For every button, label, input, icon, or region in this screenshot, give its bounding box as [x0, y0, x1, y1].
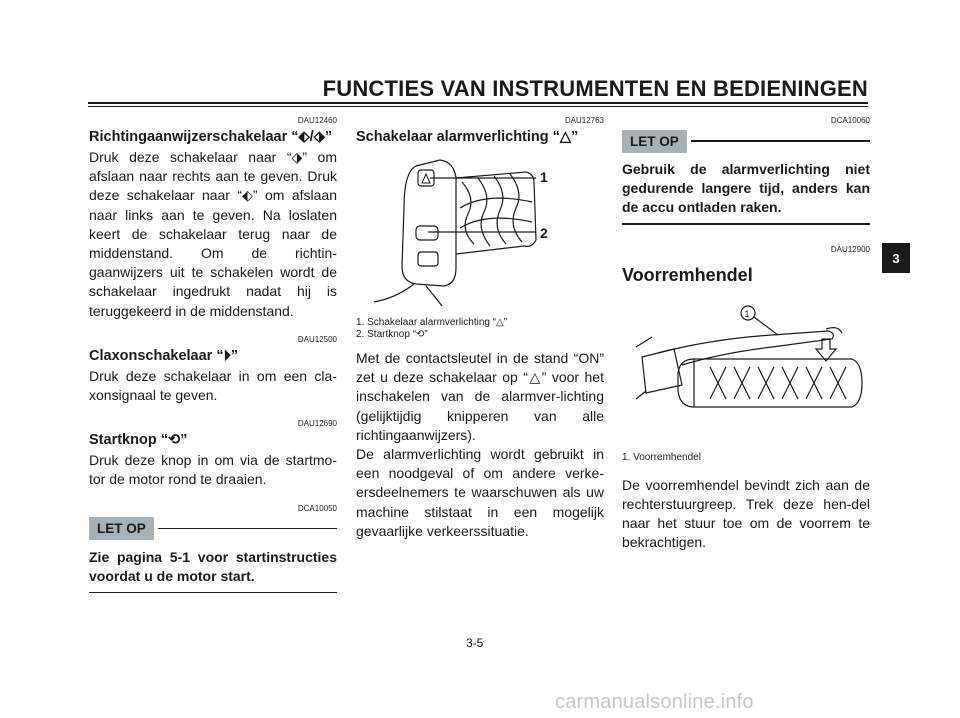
notice-header — [622, 128, 870, 154]
page-header-title: FUNCTIES VAN INSTRUMENTEN EN BEDIENINGEN — [322, 76, 868, 101]
chapter-tab[interactable]: 3 — [882, 243, 910, 273]
section-heading-horn: Claxonschakelaar “⏵” — [89, 347, 239, 364]
notice-label: LET OP — [89, 517, 154, 540]
ref-code: DAU12460 — [297, 116, 337, 125]
ref-code: DCA10060 — [830, 116, 870, 125]
column-3 — [622, 116, 870, 552]
header-rule-thin — [88, 106, 868, 107]
handlebar-switch-illustration — [356, 148, 604, 306]
section-body-turn-signal: Druk deze schakelaar naar “⬗” om afslaan naar rechts aan te geven. Druk deze schakelaar naar “⬖” om afslaan naar links aan te geven. Na loslaten keert de schakelaar terug naar de middenstand. Om de richtin-gaanwijzers uit te schakelen wordt de schakelaar ingedrukt nadat hij is teruggekeerd in de middenstand. — [89, 149, 337, 319]
ref-code: DAU12900 — [830, 244, 870, 254]
notice-line — [691, 140, 870, 142]
section-body-start-button: Druk deze knop in om via de startmo-tor de motor rond te draaien. — [89, 452, 337, 488]
page-number: 3-5 — [466, 636, 484, 650]
section-heading-turn-signal: Richtingaanwijzerschakelaar “⬖/⬗” — [89, 129, 333, 145]
ref-code: DAU12500 — [297, 334, 337, 344]
figure-caption-2: 2. Startknop “⟲” — [356, 329, 428, 340]
figure-callout-1: 1 — [744, 308, 750, 319]
section-body-front-brake: De voorremhendel bevindt zich aan de rechterstuurgreep. Trek deze hen-del naar het stuur toe om de voorrem te bekrachtigen. — [622, 476, 870, 551]
header-rule — [88, 102, 868, 104]
section-body-hazard: Met de contactsleutel in de stand “ON” zet u deze schakelaar op “△” voor het inschakelen van de alarmver-lichting (gelijktijdig knipperen van alle richtingaanwijzers). De alarmverlichting wordt gebruikt in een noodgeval of om andere verke-ersdeelnemers te waarschuwen als uw machine stilstaat in een mogelijk gevaarlijke verkeerssituatie. — [356, 350, 604, 539]
figure-callout-1: 1 — [540, 169, 548, 185]
notice-text: Zie pagina 5-1 voor startinstructies voordat u de motor start. — [89, 548, 337, 584]
notice-text: Gebruik de alarmverlichting niet gedurende langere tijd, anders kan de accu ontladen raken. — [622, 161, 870, 215]
figure-caption-brake: 1. Voorremhendel — [622, 451, 701, 463]
watermark: carmanualsonline.info — [555, 691, 754, 713]
figure-caption-1: 1. Schakelaar alarmverlichting “△” — [356, 317, 508, 328]
brake-lever-illustration — [622, 287, 870, 445]
figure-callout-2: 2 — [540, 225, 548, 241]
ref-code: DAU12763 — [564, 116, 604, 125]
ref-code: DAU12690 — [297, 419, 337, 429]
notice-label: LET OP — [622, 130, 687, 153]
section-body-horn: Druk deze schakelaar in om een cla-xonsignaal te geven. — [89, 367, 337, 404]
section-heading-front-brake: Voorremhendel — [622, 264, 753, 285]
column-2 — [356, 116, 604, 541]
notice-end-rule — [622, 223, 870, 225]
section-heading-start-button: Startknop “⟲” — [89, 432, 188, 449]
notice-header — [89, 516, 337, 542]
column-1 — [89, 116, 337, 593]
notice-line — [158, 528, 337, 530]
ref-code: DCA10050 — [297, 503, 337, 513]
section-heading-hazard: Schakelaar alarmverlichting “△” — [356, 129, 579, 145]
notice-end-rule — [89, 592, 337, 594]
